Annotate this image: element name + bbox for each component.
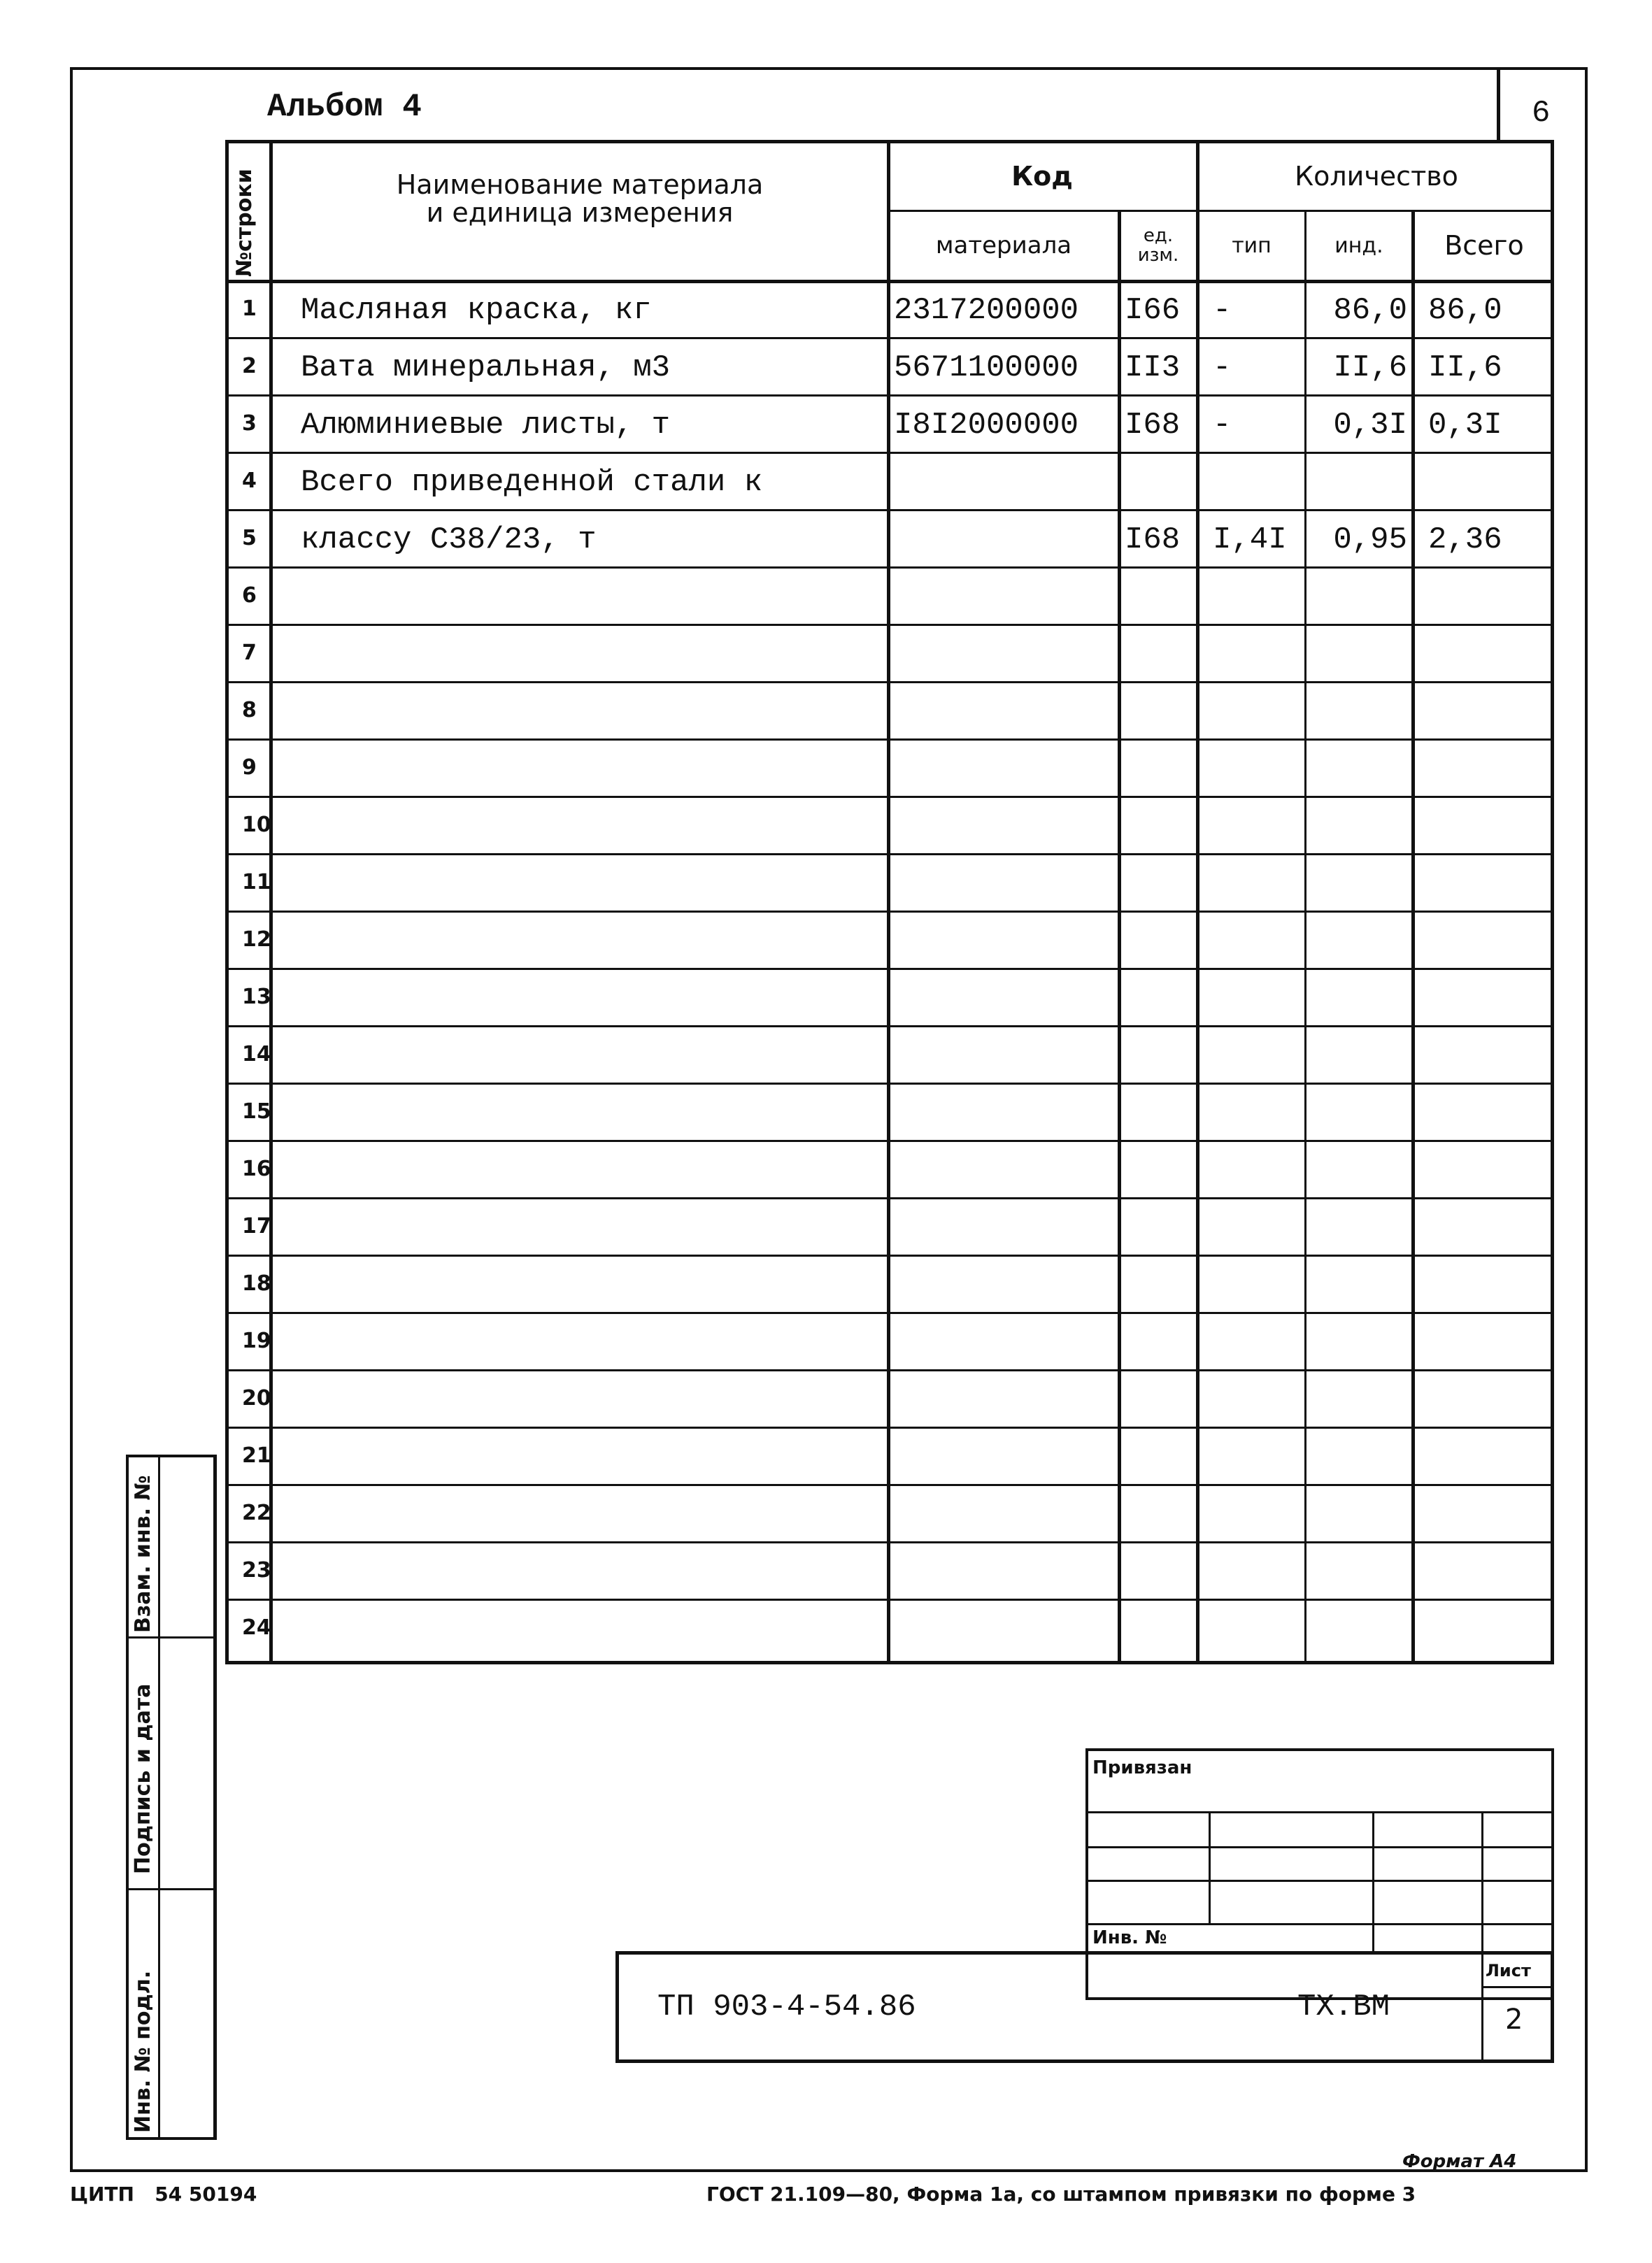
footer-format: Формат А4 [1402, 2151, 1517, 2172]
row-line [225, 1025, 1554, 1027]
cell-total: 86,0 [1428, 293, 1502, 328]
row-line [225, 853, 1554, 855]
row-number: 10 [242, 813, 271, 837]
row-line [225, 1140, 1554, 1142]
cell-type: - [1213, 350, 1232, 385]
side-stamp-inv-podl: Инв. № подл. [131, 1970, 155, 2133]
binding-line-2 [1085, 1846, 1554, 1848]
row-number: 8 [242, 698, 257, 722]
subheader-unit: ед. изм. [1137, 225, 1179, 266]
row-number: 23 [242, 1558, 271, 1583]
row-number: 1 [242, 297, 257, 321]
binding-vline-2 [1372, 1811, 1374, 1951]
cell-name: Всего приведенной стали к [301, 465, 763, 500]
row-line [225, 796, 1554, 798]
page-number-divider [1497, 67, 1500, 143]
cell-total: 0,3I [1428, 408, 1502, 443]
row-line [225, 738, 1554, 741]
row-number: 18 [242, 1271, 271, 1296]
row-number: 12 [242, 927, 271, 952]
cell-unit: I68 [1125, 408, 1181, 443]
binding-line-3 [1085, 1880, 1554, 1882]
cell-ind: II,6 [1333, 350, 1407, 385]
side-stamp-vzam-inv: Взам. инв. № [131, 1475, 155, 1633]
row-number: 2 [242, 354, 257, 378]
row-line [225, 566, 1554, 569]
binding-inv-label: Инв. № [1092, 1927, 1167, 1948]
side-stamp-line-2 [126, 1888, 217, 1890]
sheet-number: 2 [1505, 2004, 1523, 2036]
cell-ind: 86,0 [1333, 293, 1407, 328]
cell-type: - [1213, 408, 1232, 443]
row-number: 13 [242, 985, 271, 1009]
row-number: 16 [242, 1157, 271, 1181]
row-number: 4 [242, 469, 257, 493]
cell-code: 2317200000 [894, 293, 1079, 328]
cell-code: 5671100000 [894, 350, 1079, 385]
row-line [225, 337, 1554, 339]
cell-type: - [1213, 293, 1232, 328]
side-stamp-line-1 [126, 1636, 217, 1639]
row-number: 19 [242, 1329, 271, 1353]
col-header-name [273, 161, 887, 238]
row-number: 11 [242, 870, 271, 894]
col-line-unit [1118, 210, 1121, 1664]
subheader-type: тип [1232, 233, 1272, 258]
row-line [225, 509, 1554, 511]
subheader-material: материала [935, 231, 1072, 259]
cell-unit: I66 [1125, 293, 1181, 328]
cell-name: Вата минеральная, м3 [301, 350, 671, 385]
doc-code: ТП 903-4-54.86 [657, 1990, 916, 2025]
row-line [225, 1599, 1554, 1601]
row-line [225, 452, 1554, 454]
row-number: 9 [242, 755, 257, 780]
row-line [225, 1369, 1554, 1371]
row-line [225, 1484, 1554, 1486]
row-line [225, 1427, 1554, 1429]
side-stamp-sign-date: Подпись и дата [131, 1683, 155, 1874]
cell-name: Алюминиевые листы, т [301, 408, 671, 443]
row-line [225, 1541, 1554, 1543]
cell-code: I8I2000000 [894, 408, 1079, 443]
row-number: 6 [242, 583, 257, 608]
row-number: 3 [242, 411, 257, 436]
album-title: Альбом 4 [267, 89, 422, 125]
col-header-qty: Количество [1295, 160, 1458, 192]
page-number: 6 [1532, 96, 1551, 131]
col-header-name-text: Наименование материала и единица измерения [396, 169, 764, 228]
subheader-total: Всего [1444, 229, 1524, 261]
col-line-qty [1196, 140, 1199, 1664]
cell-name: классу С38/23, т [301, 522, 597, 557]
col-line-rowno [269, 140, 273, 1664]
content-left-border [213, 1455, 217, 2140]
row-number: 22 [242, 1501, 271, 1525]
doc-mark: ТХ.ВМ [1297, 1990, 1390, 2025]
col-line-code [887, 140, 890, 1664]
sheet-label: Лист [1486, 1961, 1531, 1980]
cell-ind: 0,3I [1333, 408, 1407, 443]
cell-total: 2,36 [1428, 522, 1502, 557]
cell-unit: I68 [1125, 522, 1181, 557]
row-line [225, 624, 1554, 626]
cell-total: II,6 [1428, 350, 1502, 385]
cell-name: Масляная краска, кг [301, 293, 652, 328]
binding-line-1 [1085, 1811, 1554, 1813]
footer-gost: ГОСТ 21.109—80, Форма 1а, со штампом привязки по форме 3 [706, 2183, 1416, 2206]
cell-unit: II3 [1125, 350, 1181, 385]
row-number: 21 [242, 1443, 271, 1468]
row-number: 7 [242, 641, 257, 665]
cell-ind: 0,95 [1333, 522, 1407, 557]
row-number: 15 [242, 1099, 271, 1124]
binding-stamp-label: Привязан [1092, 1757, 1192, 1778]
row-line [225, 911, 1554, 913]
col-header-code: Код [1011, 160, 1073, 192]
binding-vline-1 [1209, 1811, 1211, 1923]
header-bottom-line [225, 280, 1554, 283]
row-number: 20 [242, 1386, 271, 1411]
row-line [225, 1083, 1554, 1085]
row-line [225, 394, 1554, 397]
row-line [225, 968, 1554, 970]
row-number: 24 [242, 1615, 271, 1640]
subheader-ind: инд. [1334, 233, 1383, 258]
title-block-sheet-line [1481, 1986, 1554, 1988]
row-number: 17 [242, 1214, 271, 1238]
row-line [225, 681, 1554, 683]
row-line [225, 1197, 1554, 1199]
row-line [225, 1312, 1554, 1314]
cell-type: I,4I [1213, 522, 1287, 557]
side-stamp-divider [158, 1455, 160, 2140]
binding-line-4 [1085, 1923, 1554, 1925]
footer-left: ЦИТП 54 50194 [70, 2183, 257, 2206]
row-line [225, 1255, 1554, 1257]
col-line-total [1411, 210, 1415, 1664]
row-number: 14 [242, 1042, 271, 1066]
row-number: 5 [242, 526, 257, 550]
title-block-sheet-divider [1481, 1951, 1483, 2063]
col-header-row-no: №строки [232, 169, 257, 277]
